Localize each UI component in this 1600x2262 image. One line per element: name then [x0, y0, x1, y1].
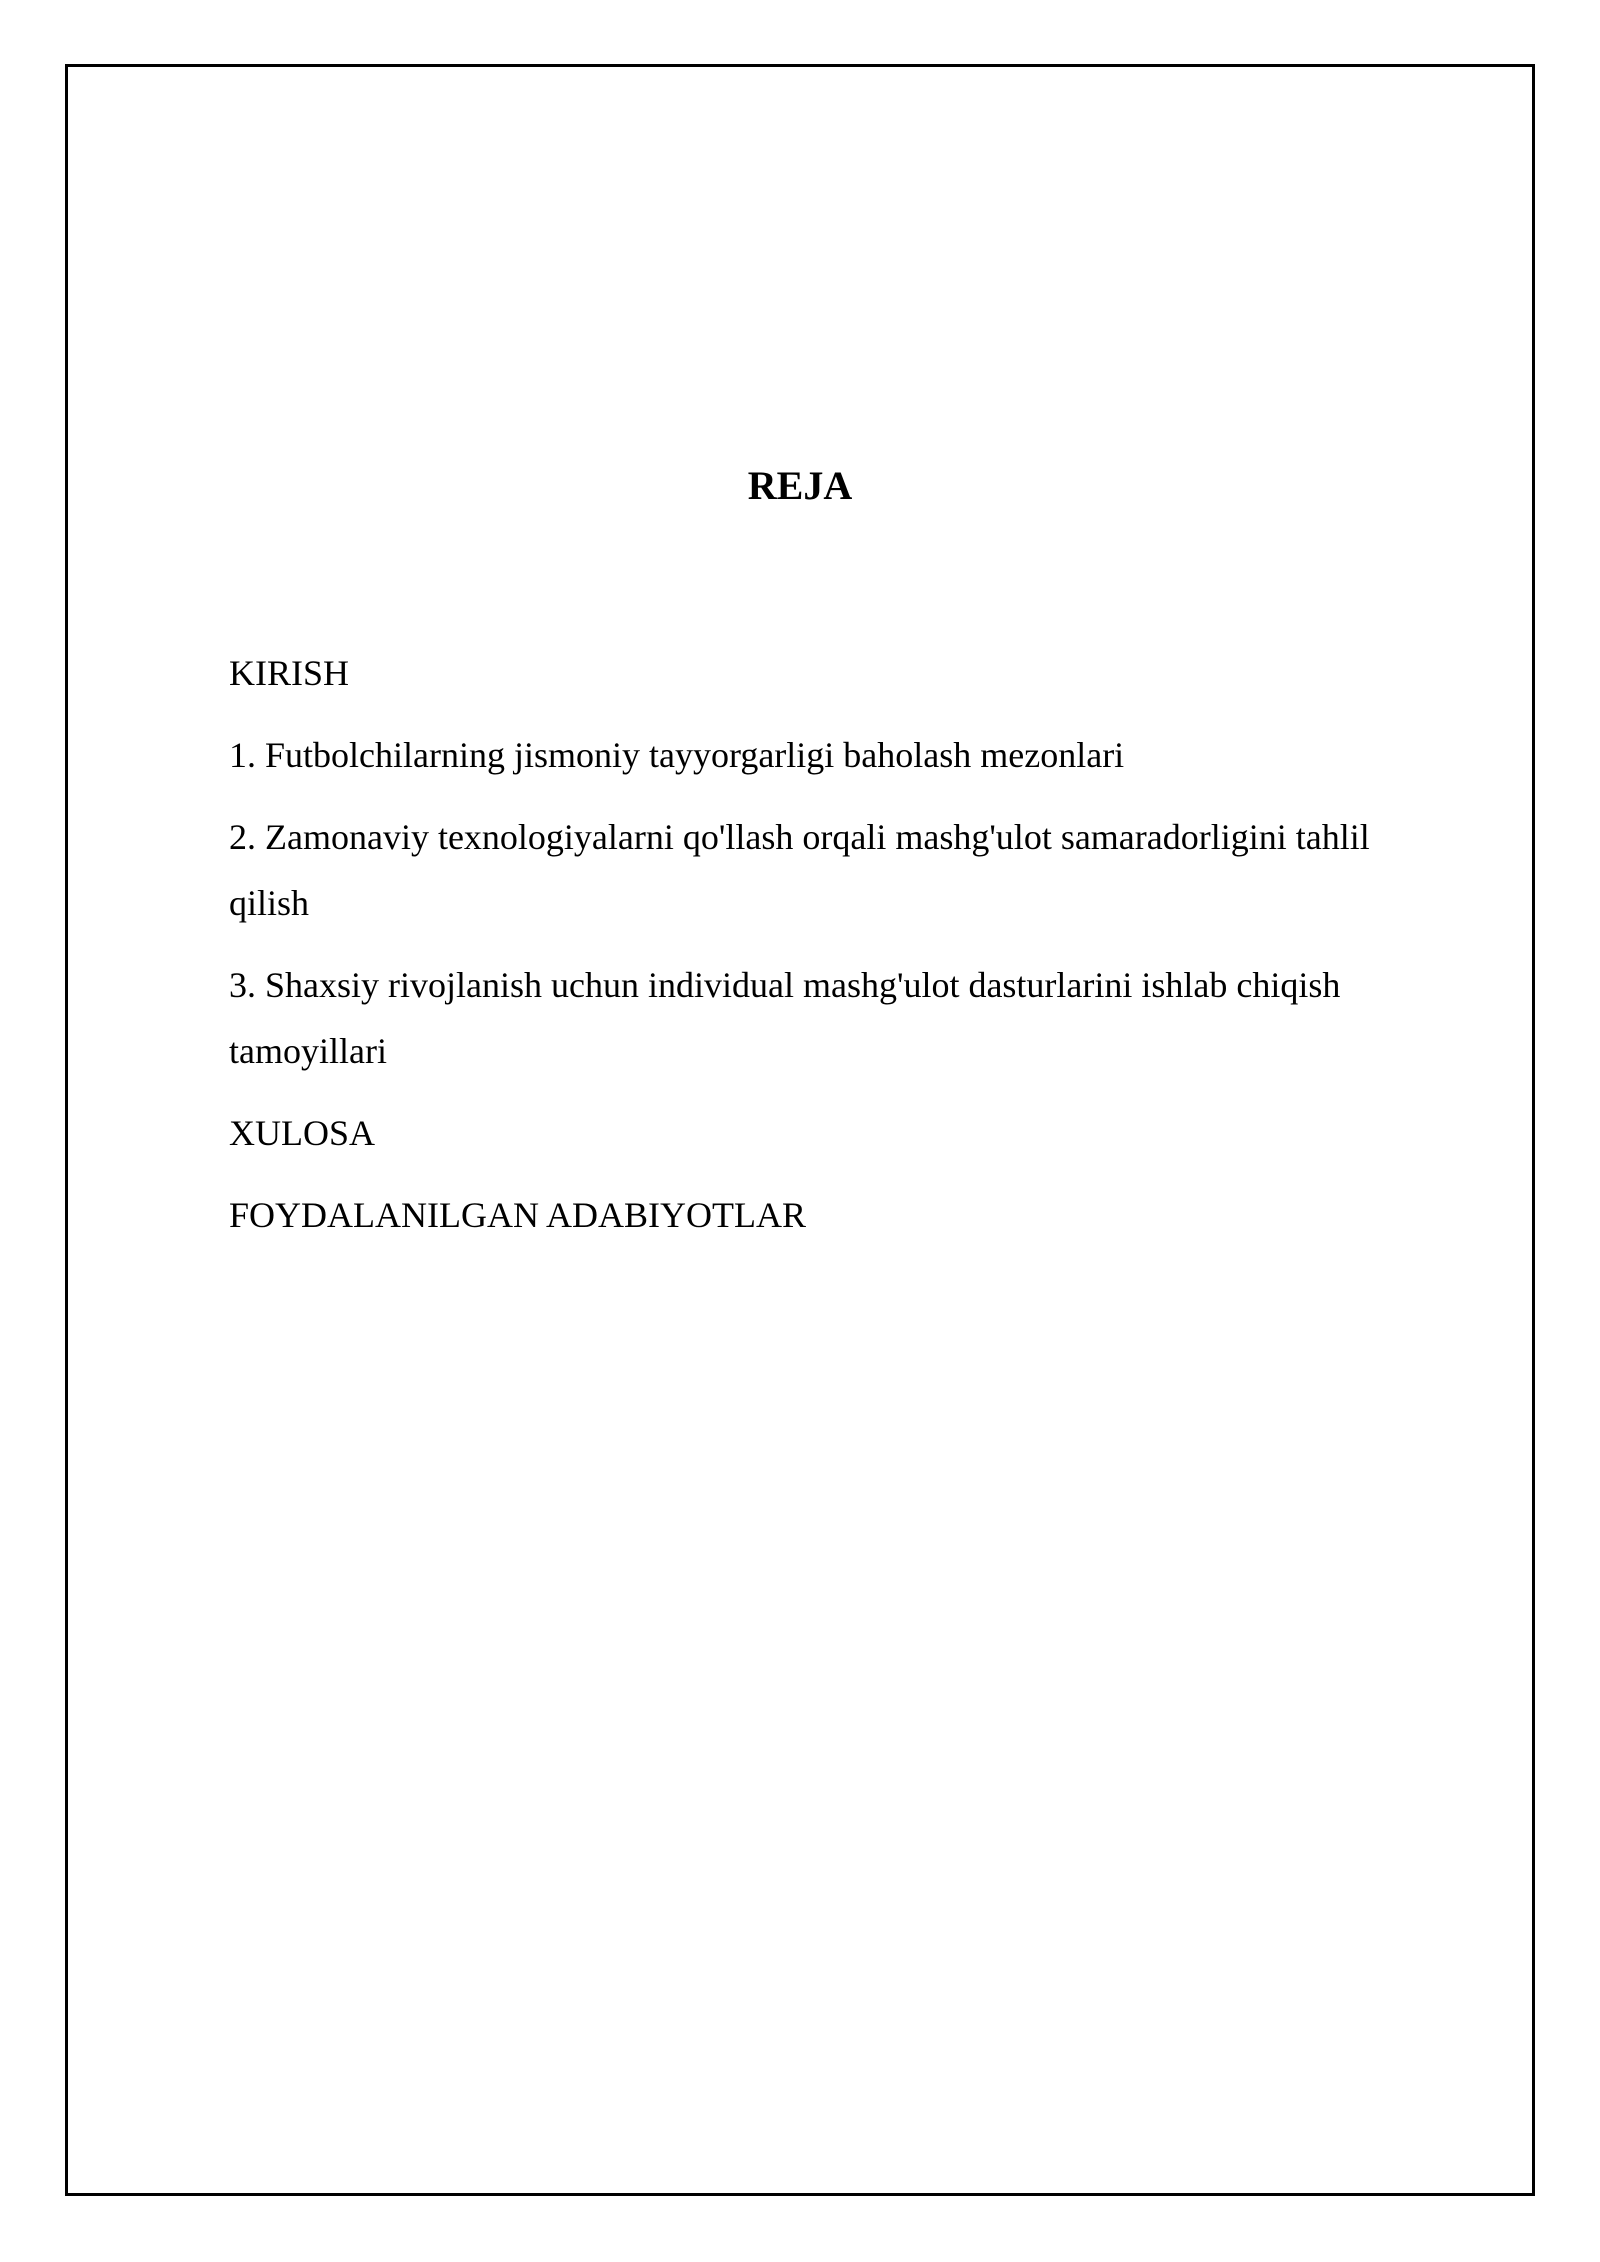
toc-item-references: FOYDALANILGAN ADABIYOTLAR — [229, 1195, 806, 1235]
table-of-contents — [229, 640, 1441, 1264]
page-title: REJA — [747, 463, 853, 508]
toc-item-1: 1. Futbolchilarning jismoniy tayyorgarligi baholash mezonlari — [229, 735, 1125, 775]
toc-item-3: 3. Shaxsiy rivojlanish uchun individual mashg'ulot dasturlarini ishlab chiqish tamoyillari — [229, 965, 1341, 1071]
toc-item-conclusion: XULOSA — [229, 1113, 376, 1153]
toc-item-2: 2. Zamonaviy texnologiyalarni qo'llash orqali mashg'ulot samaradorligini tahlil qilish — [229, 817, 1370, 923]
toc-item-introduction: KIRISH — [229, 653, 350, 693]
